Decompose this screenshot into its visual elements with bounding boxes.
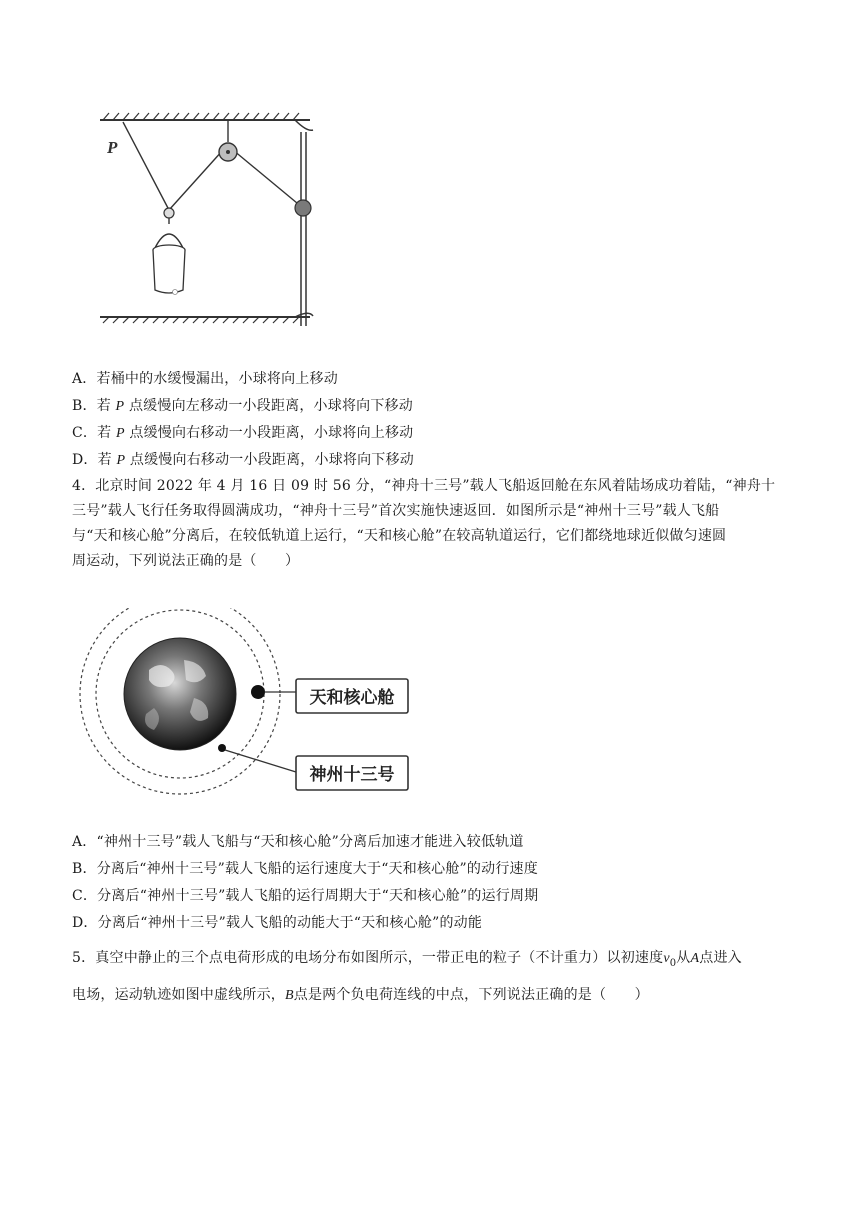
- q4-option-a: [72, 832, 524, 852]
- q4-option-c-text: C．分离后“神州十三号”载人飞船的运行周期大于“天和核心舱”的运行周期: [72, 888, 539, 904]
- q3-option-d-pre: D．若: [72, 452, 117, 468]
- q3-option-b-pre: B．若: [72, 398, 116, 414]
- q3-option-b: [72, 396, 413, 417]
- point-p-label: P: [107, 138, 118, 157]
- shenzhou-dot: [218, 744, 226, 752]
- tianhe-label: 天和核心舱: [309, 688, 395, 708]
- q4-line-4: 周运动，下列说法正确的是（ ）: [72, 553, 300, 569]
- q5-line1-mid: 从: [676, 950, 691, 966]
- q3-option-d-var: P: [116, 453, 126, 468]
- earth-image: [124, 638, 236, 750]
- q5-line-2: [72, 985, 649, 1006]
- q3-option-c-post: 点缓慢向右移动一小段距离，小球将向上移动: [124, 425, 414, 441]
- q5-line1-pre: 5．真空中静止的三个点电荷形成的电场分布如图所示，一带正电的粒子（不计重力）以初速度: [72, 950, 664, 966]
- q3-option-b-post: 点缓慢向左移动一小段距离，小球将向下移动: [124, 398, 413, 414]
- q3-option-c-var: P: [115, 426, 125, 441]
- q3-option-d: [72, 450, 414, 471]
- q4-option-d: [72, 913, 482, 933]
- q5-var-v: v: [663, 951, 670, 966]
- q5-line2-pre: 电场，运动轨迹如图中虚线所示，: [72, 987, 285, 1003]
- question-4-stem: [72, 474, 802, 574]
- q5-var-a: A: [690, 951, 700, 966]
- q4-line-2: 三号”载人飞行任务取得圆满成功，“神舟十三号”首次实施快速返回．如图所示是“神州十三号”载人飞船: [72, 503, 720, 519]
- q3-option-b-var: P: [115, 399, 125, 414]
- q4-option-b-text: B．分离后“神州十三号”载人飞船的运行速度大于“天和核心舱”的动行速度: [72, 861, 538, 877]
- q4-option-c: [72, 886, 538, 906]
- q5-var-v-sub: 0: [669, 957, 677, 969]
- q3-option-c: [72, 423, 413, 444]
- q5-var-b: B: [285, 988, 294, 1003]
- q3-option-a-text: A．若桶中的水缓慢漏出，小球将向上移动: [72, 371, 338, 387]
- q5-line2-post: 点是两个负电荷连线的中点，下列说法正确的是（ ）: [293, 987, 649, 1003]
- q5-line1-post: 点进入: [699, 950, 742, 966]
- q4-option-b: [72, 859, 538, 879]
- orbit-figure: [74, 608, 424, 808]
- q5-line-1: [72, 948, 742, 974]
- q4-option-d-text: D．分离后“神州十三号”载人飞船的动能大于“天和核心舱”的动能: [72, 915, 483, 931]
- q4-line-1: 4．北京时间 2022 年 4 月 16 日 09 时 56 分，“神舟十三号”载人飞船返回舱在东风着陆场成功着陆，“神舟十: [72, 478, 776, 494]
- q4-option-a-text: A．“神州十三号”载人飞船与“天和核心舱”分离后加速才能进入较低轨道: [72, 834, 524, 850]
- pulley-bucket-figure: [95, 110, 325, 340]
- shenzhou-label: 神州十三号: [309, 765, 395, 785]
- q3-option-a: [72, 369, 338, 389]
- q4-line-3: 与“天和核心舱”分离后，在较低轨道上运行，“天和核心舱”在较高轨道运行，它们都绕地球近似做匀速圆: [72, 528, 727, 544]
- q3-option-d-post: 点缓慢向右移动一小段距离，小球将向下移动: [125, 452, 414, 468]
- q3-option-c-pre: C．若: [72, 425, 116, 441]
- tianhe-dot: [251, 685, 265, 699]
